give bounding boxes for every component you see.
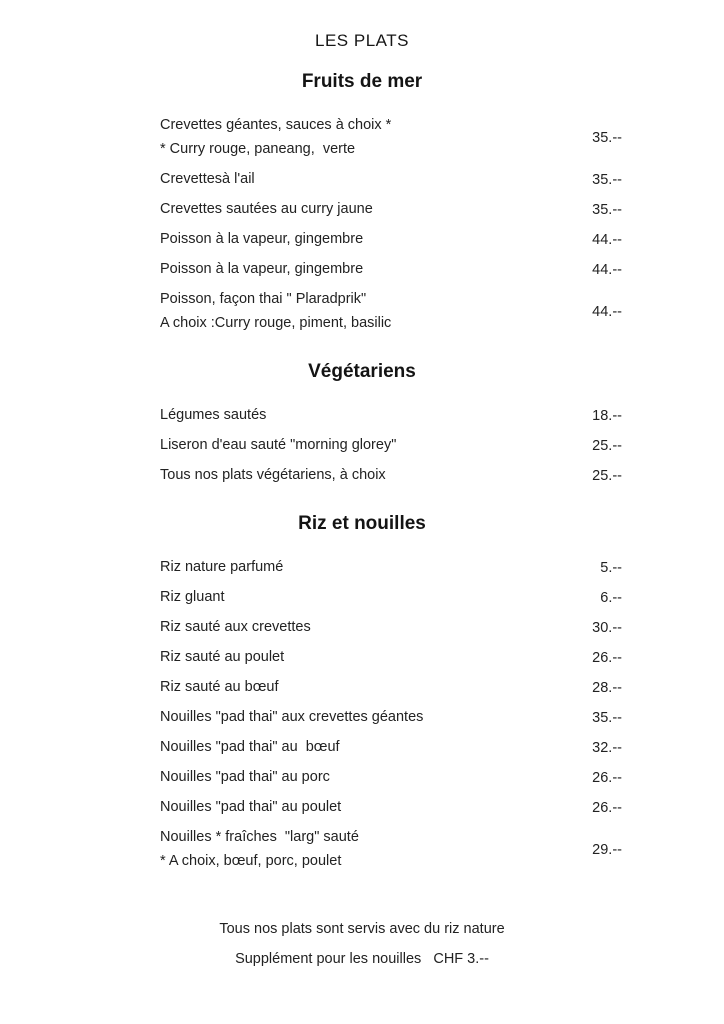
menu-item-name: Nouilles "pad thai" aux crevettes géantes bbox=[160, 709, 424, 725]
menu-item-text bbox=[160, 679, 580, 696]
menu-item-price: 26.-- bbox=[592, 769, 622, 786]
menu-item bbox=[160, 467, 622, 484]
menu-item-price: 44.-- bbox=[592, 303, 622, 320]
menu-footer bbox=[0, 914, 724, 974]
menu-item-name: Poisson à la vapeur, gingembre bbox=[160, 261, 364, 277]
section-heading: Végétariens bbox=[308, 361, 416, 382]
menu-item-name: Tous nos plats végétariens, à choix bbox=[160, 467, 386, 483]
menu-item-price: 28.-- bbox=[592, 679, 622, 696]
menu-item bbox=[160, 799, 622, 816]
menu-item-name: Crevettes sautées au curry jaune bbox=[160, 201, 373, 217]
menu-item bbox=[160, 201, 622, 218]
menu-item-text bbox=[160, 649, 580, 666]
menu-item-name: Nouilles "pad thai" au poulet bbox=[160, 799, 342, 815]
menu-item bbox=[160, 709, 622, 726]
menu-sections bbox=[0, 70, 724, 870]
menu-item-name: Nouilles "pad thai" au porc bbox=[160, 769, 330, 785]
menu-item-text bbox=[160, 231, 580, 248]
menu-item bbox=[160, 261, 622, 278]
menu-item bbox=[160, 437, 622, 454]
menu-item-price: 44.-- bbox=[592, 231, 622, 248]
menu-item-text bbox=[160, 201, 580, 218]
menu-item-name: Nouilles * fraîches "larg" sauté bbox=[160, 829, 359, 845]
menu-item-price: 35.-- bbox=[592, 171, 622, 188]
menu-item-name: Riz gluant bbox=[160, 589, 225, 605]
menu-item-note: * A choix, bœuf, porc, poulet bbox=[160, 853, 342, 869]
menu-item-text bbox=[160, 709, 580, 726]
menu-item-name: Légumes sautés bbox=[160, 407, 267, 423]
menu-item-price: 30.-- bbox=[592, 619, 622, 636]
section-items bbox=[160, 117, 622, 332]
menu-item-price: 35.-- bbox=[592, 129, 622, 146]
menu-item-name: Riz sauté aux crevettes bbox=[160, 619, 311, 635]
menu-item bbox=[160, 117, 622, 158]
menu-section bbox=[0, 512, 724, 870]
menu-item-text bbox=[160, 437, 580, 454]
menu-item bbox=[160, 739, 622, 756]
section-heading: Riz et nouilles bbox=[298, 513, 426, 534]
menu-item-price: 25.-- bbox=[592, 437, 622, 454]
menu-item-note: A choix :Curry rouge, piment, basilic bbox=[160, 315, 392, 331]
footer-line-2: Supplément pour les nouilles CHF 3.-- bbox=[235, 951, 489, 967]
menu-item-name: Crevettesà l'ail bbox=[160, 171, 255, 187]
menu-item-price: 25.-- bbox=[592, 467, 622, 484]
menu-item-name: Riz nature parfumé bbox=[160, 559, 284, 575]
menu-item bbox=[160, 769, 622, 786]
menu-item-text bbox=[160, 261, 580, 278]
menu-item-text bbox=[160, 117, 580, 158]
page-title: LES PLATS bbox=[315, 31, 409, 50]
menu-item-name: Crevettes géantes, sauces à choix * bbox=[160, 117, 392, 133]
menu-item bbox=[160, 829, 622, 870]
menu-item bbox=[160, 171, 622, 188]
menu-item-price: 32.-- bbox=[592, 739, 622, 756]
menu-item bbox=[160, 619, 622, 636]
menu-item-text bbox=[160, 171, 580, 188]
menu-item-price: 35.-- bbox=[592, 709, 622, 726]
menu-item-text bbox=[160, 559, 588, 576]
menu-item bbox=[160, 407, 622, 424]
menu-item-text bbox=[160, 407, 580, 424]
menu-item-text bbox=[160, 829, 580, 870]
menu-item-price: 6.-- bbox=[600, 589, 622, 606]
menu-section bbox=[0, 70, 724, 332]
section-heading: Fruits de mer bbox=[301, 71, 423, 92]
menu-item bbox=[160, 679, 622, 696]
menu-item-price: 26.-- bbox=[592, 799, 622, 816]
menu-item-name: Poisson, façon thai " Plaradprik" bbox=[160, 291, 367, 307]
menu-item-text bbox=[160, 291, 580, 332]
menu-item-text bbox=[160, 769, 580, 786]
menu-item-text bbox=[160, 799, 580, 816]
menu-item bbox=[160, 589, 622, 606]
menu-item-price: 26.-- bbox=[592, 649, 622, 666]
menu-item bbox=[160, 231, 622, 248]
menu-item-name: Liseron d'eau sauté "morning glorey" bbox=[160, 437, 397, 453]
menu-item-text bbox=[160, 589, 588, 606]
menu-item-price: 35.-- bbox=[592, 201, 622, 218]
menu-item-name: Nouilles "pad thai" au bœuf bbox=[160, 739, 340, 755]
footer-line-1: Tous nos plats sont servis avec du riz nature bbox=[219, 921, 505, 937]
menu-item-name: Poisson à la vapeur, gingembre bbox=[160, 231, 364, 247]
menu-item-text bbox=[160, 467, 580, 484]
menu-item-price: 44.-- bbox=[592, 261, 622, 278]
menu-item-price: 29.-- bbox=[592, 841, 622, 858]
menu-item bbox=[160, 559, 622, 576]
menu-section bbox=[0, 360, 724, 484]
menu-item-name: Riz sauté au bœuf bbox=[160, 679, 279, 695]
menu-item-text bbox=[160, 739, 580, 756]
menu-item bbox=[160, 291, 622, 332]
menu-item-name: Riz sauté au poulet bbox=[160, 649, 285, 665]
section-items bbox=[160, 407, 622, 484]
section-items bbox=[160, 559, 622, 870]
menu-item-price: 18.-- bbox=[592, 407, 622, 424]
menu-item bbox=[160, 649, 622, 666]
menu-item-text bbox=[160, 619, 580, 636]
menu-item-price: 5.-- bbox=[600, 559, 622, 576]
menu-item-note: * Curry rouge, paneang, verte bbox=[160, 141, 356, 157]
